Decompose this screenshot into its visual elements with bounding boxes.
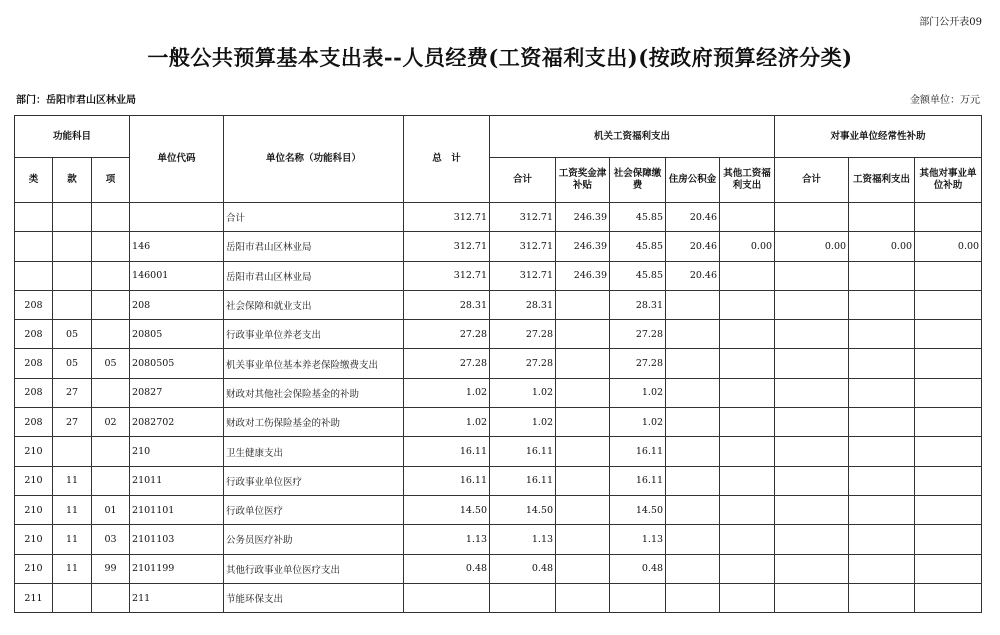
inst-subtotal-cell: 0.00 — [775, 232, 849, 261]
xiang-cell — [92, 583, 130, 612]
unit-name-cell: 机关事业单位基本养老保险缴费支出 — [224, 349, 404, 378]
lei-cell: 210 — [15, 525, 53, 554]
inst-salary-cell — [849, 466, 915, 495]
agency-social-cell: 1.02 — [610, 378, 666, 407]
table-row — [15, 349, 982, 378]
agency-other-cell — [720, 466, 775, 495]
unit-code-cell: 20827 — [130, 378, 224, 407]
inst-other-cell — [915, 554, 982, 583]
page-title: 一般公共预算基本支出表--人员经费(工资福利支出)(按政府预算经济分类) — [147, 45, 853, 70]
kuan-cell: 11 — [53, 466, 92, 495]
inst-other-cell — [915, 437, 982, 466]
agency-salary-header: 工资奖金津补贴 — [556, 158, 610, 203]
unit-name-cell: 其他行政事业单位医疗支出 — [224, 554, 404, 583]
agency-subtotal-cell: 27.28 — [490, 320, 556, 349]
unit-code-cell: 146 — [130, 232, 224, 261]
agency-other-cell — [720, 320, 775, 349]
kuan-cell — [53, 232, 92, 261]
agency-social-cell: 45.85 — [610, 203, 666, 232]
inst-other-header: 其他对事业单位补助 — [915, 158, 982, 203]
agency-social-cell: 0.48 — [610, 554, 666, 583]
lei-cell: 210 — [15, 466, 53, 495]
agency-other-cell — [720, 408, 775, 437]
agency-housing-cell — [666, 378, 720, 407]
kuan-cell — [53, 583, 92, 612]
inst-salary-cell — [849, 495, 915, 524]
unit-code-cell: 2101101 — [130, 495, 224, 524]
lei-cell: 208 — [15, 408, 53, 437]
table-row — [15, 437, 982, 466]
agency-salary-cell — [556, 554, 610, 583]
inst-subtotal-cell — [775, 349, 849, 378]
agency-subtotal-cell: 16.11 — [490, 437, 556, 466]
agency-salary-cell: 246.39 — [556, 261, 610, 290]
unit-code-cell: 146001 — [130, 261, 224, 290]
kuan-cell — [53, 437, 92, 466]
unit-code-cell: 2101199 — [130, 554, 224, 583]
lei-cell: 210 — [15, 495, 53, 524]
agency-salary-cell — [556, 290, 610, 319]
agency-other-cell — [720, 349, 775, 378]
agency-subtotal-cell — [490, 583, 556, 612]
table-row — [15, 466, 982, 495]
agency-subtotal-cell: 1.02 — [490, 408, 556, 437]
table-row — [15, 261, 982, 290]
inst-subtotal-cell — [775, 408, 849, 437]
unit-name-cell: 财政对工伤保险基金的补助 — [224, 408, 404, 437]
inst-salary-cell — [849, 203, 915, 232]
inst-subtotal-cell — [775, 378, 849, 407]
agency-housing-cell — [666, 408, 720, 437]
inst-subtotal-cell — [775, 525, 849, 554]
inst-subtotal-header: 合计 — [775, 158, 849, 203]
inst-other-cell — [915, 408, 982, 437]
agency-welfare-header: 机关工资福利支出 — [490, 116, 775, 158]
unit-code-cell: 208 — [130, 290, 224, 319]
agency-other-cell — [720, 583, 775, 612]
inst-subtotal-cell — [775, 466, 849, 495]
kuan-cell: 05 — [53, 349, 92, 378]
inst-salary-cell — [849, 349, 915, 378]
unit-name-cell: 岳阳市君山区林业局 — [224, 261, 404, 290]
unit-name-cell: 合计 — [224, 203, 404, 232]
kuan-cell — [53, 290, 92, 319]
xiang-cell: 03 — [92, 525, 130, 554]
total-cell: 27.28 — [404, 320, 490, 349]
institution-subsidy-header: 对事业单位经常性补助 — [775, 116, 982, 158]
inst-salary-cell — [849, 320, 915, 349]
inst-other-cell — [915, 349, 982, 378]
table-row — [15, 290, 982, 319]
table-row — [15, 525, 982, 554]
agency-housing-cell — [666, 583, 720, 612]
agency-subtotal-cell: 16.11 — [490, 466, 556, 495]
agency-housing-cell — [666, 554, 720, 583]
unit-code-cell: 211 — [130, 583, 224, 612]
agency-housing-cell — [666, 320, 720, 349]
inst-other-cell — [915, 320, 982, 349]
inst-salary-cell — [849, 408, 915, 437]
inst-subtotal-cell — [775, 495, 849, 524]
unit-name-cell: 公务员医疗补助 — [224, 525, 404, 554]
func-subject-header: 功能科目 — [15, 116, 130, 158]
lei-cell: 208 — [15, 349, 53, 378]
agency-subtotal-cell: 27.28 — [490, 349, 556, 378]
total-cell: 312.71 — [404, 203, 490, 232]
unit-name-cell: 社会保障和就业支出 — [224, 290, 404, 319]
inst-other-cell — [915, 525, 982, 554]
unit-name-cell: 卫生健康支出 — [224, 437, 404, 466]
agency-salary-cell — [556, 349, 610, 378]
table-row — [15, 554, 982, 583]
table-row — [15, 408, 982, 437]
inst-salary-header: 工资福利支出 — [849, 158, 915, 203]
agency-social-cell: 14.50 — [610, 495, 666, 524]
unit-name-cell: 财政对其他社会保险基金的补助 — [224, 378, 404, 407]
xiang-cell: 99 — [92, 554, 130, 583]
kuan-cell: 27 — [53, 378, 92, 407]
inst-salary-cell — [849, 583, 915, 612]
agency-housing-cell: 20.46 — [666, 261, 720, 290]
inst-subtotal-cell — [775, 583, 849, 612]
lei-cell: 208 — [15, 320, 53, 349]
agency-subtotal-cell: 14.50 — [490, 495, 556, 524]
total-cell: 14.50 — [404, 495, 490, 524]
total-cell: 1.13 — [404, 525, 490, 554]
agency-housing-cell — [666, 437, 720, 466]
unit-name-cell: 行政事业单位养老支出 — [224, 320, 404, 349]
kuan-header: 款 — [53, 158, 92, 203]
inst-other-cell — [915, 583, 982, 612]
agency-subtotal-cell: 312.71 — [490, 232, 556, 261]
agency-housing-cell: 20.46 — [666, 232, 720, 261]
agency-salary-cell: 246.39 — [556, 203, 610, 232]
lei-cell: 210 — [15, 437, 53, 466]
inst-subtotal-cell — [775, 290, 849, 319]
inst-subtotal-cell — [775, 261, 849, 290]
table-row — [15, 320, 982, 349]
table-row — [15, 583, 982, 612]
kuan-cell: 27 — [53, 408, 92, 437]
xiang-cell — [92, 203, 130, 232]
agency-housing-cell: 20.46 — [666, 203, 720, 232]
unit-code-header: 单位代码 — [130, 116, 224, 203]
lei-cell — [15, 261, 53, 290]
xiang-cell: 01 — [92, 495, 130, 524]
xiang-cell — [92, 378, 130, 407]
unit-name-cell: 岳阳市君山区林业局 — [224, 232, 404, 261]
inst-other-cell — [915, 378, 982, 407]
kuan-cell: 05 — [53, 320, 92, 349]
agency-other-cell — [720, 203, 775, 232]
inst-subtotal-cell — [775, 437, 849, 466]
inst-subtotal-cell — [775, 320, 849, 349]
kuan-cell: 11 — [53, 495, 92, 524]
inst-other-cell — [915, 203, 982, 232]
agency-other-cell: 0.00 — [720, 232, 775, 261]
total-cell: 27.28 — [404, 349, 490, 378]
total-header: 总 计 — [404, 116, 490, 203]
form-number: 部门公开表09 — [919, 17, 982, 28]
kuan-cell — [53, 203, 92, 232]
agency-housing-cell — [666, 525, 720, 554]
agency-social-cell: 28.31 — [610, 290, 666, 319]
agency-other-cell — [720, 554, 775, 583]
lei-cell — [15, 203, 53, 232]
table-row — [15, 232, 982, 261]
unit-name-header: 单位名称（功能科目） — [224, 116, 404, 203]
agency-social-cell — [610, 583, 666, 612]
agency-salary-cell — [556, 466, 610, 495]
kuan-cell: 11 — [53, 525, 92, 554]
agency-salary-cell — [556, 525, 610, 554]
agency-social-cell: 45.85 — [610, 261, 666, 290]
unit-name-cell: 行政事业单位医疗 — [224, 466, 404, 495]
agency-social-header: 社会保障缴费 — [610, 158, 666, 203]
agency-social-cell: 27.28 — [610, 320, 666, 349]
lei-header: 类 — [15, 158, 53, 203]
agency-subtotal-cell: 1.02 — [490, 378, 556, 407]
agency-other-cell — [720, 290, 775, 319]
agency-housing-cell — [666, 349, 720, 378]
inst-salary-cell — [849, 290, 915, 319]
agency-subtotal-cell: 312.71 — [490, 203, 556, 232]
unit-code-cell: 210 — [130, 437, 224, 466]
xiang-cell — [92, 466, 130, 495]
inst-subtotal-cell — [775, 203, 849, 232]
total-cell: 16.11 — [404, 437, 490, 466]
inst-other-cell: 0.00 — [915, 232, 982, 261]
kuan-cell: 11 — [53, 554, 92, 583]
agency-social-cell: 45.85 — [610, 232, 666, 261]
agency-salary-cell — [556, 378, 610, 407]
inst-salary-cell — [849, 437, 915, 466]
agency-other-cell — [720, 525, 775, 554]
agency-social-cell: 16.11 — [610, 437, 666, 466]
xiang-cell — [92, 437, 130, 466]
inst-salary-cell — [849, 261, 915, 290]
agency-subtotal-cell: 28.31 — [490, 290, 556, 319]
agency-other-header: 其他工资福利支出 — [720, 158, 775, 203]
xiang-cell — [92, 320, 130, 349]
agency-other-cell — [720, 437, 775, 466]
xiang-cell — [92, 232, 130, 261]
agency-social-cell: 1.13 — [610, 525, 666, 554]
agency-subtotal-cell: 312.71 — [490, 261, 556, 290]
agency-social-cell: 27.28 — [610, 349, 666, 378]
table-body — [15, 203, 982, 613]
agency-salary-cell — [556, 437, 610, 466]
inst-other-cell — [915, 495, 982, 524]
agency-salary-cell: 246.39 — [556, 232, 610, 261]
agency-housing-cell — [666, 466, 720, 495]
lei-cell: 211 — [15, 583, 53, 612]
agency-subtotal-header: 合计 — [490, 158, 556, 203]
agency-subtotal-cell: 0.48 — [490, 554, 556, 583]
table-row — [15, 203, 982, 232]
inst-other-cell — [915, 261, 982, 290]
agency-other-cell — [720, 378, 775, 407]
lei-cell: 208 — [15, 378, 53, 407]
agency-salary-cell — [556, 495, 610, 524]
total-cell: 0.48 — [404, 554, 490, 583]
total-cell: 28.31 — [404, 290, 490, 319]
xiang-cell — [92, 290, 130, 319]
table-row — [15, 378, 982, 407]
unit-code-cell: 20805 — [130, 320, 224, 349]
agency-salary-cell — [556, 320, 610, 349]
kuan-cell — [53, 261, 92, 290]
inst-other-cell — [915, 466, 982, 495]
agency-housing-cell — [666, 495, 720, 524]
inst-salary-cell — [849, 525, 915, 554]
total-cell: 16.11 — [404, 466, 490, 495]
total-cell: 312.71 — [404, 261, 490, 290]
xiang-cell: 05 — [92, 349, 130, 378]
header-row-1 — [15, 116, 982, 158]
unit-name-cell: 行政单位医疗 — [224, 495, 404, 524]
agency-housing-cell — [666, 290, 720, 319]
amount-unit-label: 金额单位：万元 — [910, 95, 980, 106]
lei-cell: 208 — [15, 290, 53, 319]
total-cell — [404, 583, 490, 612]
agency-salary-cell — [556, 408, 610, 437]
lei-cell: 210 — [15, 554, 53, 583]
inst-other-cell — [915, 290, 982, 319]
agency-salary-cell — [556, 583, 610, 612]
total-cell: 1.02 — [404, 408, 490, 437]
xiang-header: 项 — [92, 158, 130, 203]
agency-social-cell: 16.11 — [610, 466, 666, 495]
inst-subtotal-cell — [775, 554, 849, 583]
unit-code-cell — [130, 203, 224, 232]
total-cell: 312.71 — [404, 232, 490, 261]
table-row — [15, 495, 982, 524]
department-label: 部门：岳阳市君山区林业局 — [16, 95, 136, 106]
budget-table — [14, 115, 982, 613]
inst-salary-cell — [849, 378, 915, 407]
inst-salary-cell: 0.00 — [849, 232, 915, 261]
xiang-cell: 02 — [92, 408, 130, 437]
xiang-cell — [92, 261, 130, 290]
unit-code-cell: 2080505 — [130, 349, 224, 378]
agency-subtotal-cell: 1.13 — [490, 525, 556, 554]
unit-name-cell: 节能环保支出 — [224, 583, 404, 612]
agency-housing-header: 住房公积金 — [666, 158, 720, 203]
agency-other-cell — [720, 261, 775, 290]
unit-code-cell: 2082702 — [130, 408, 224, 437]
lei-cell — [15, 232, 53, 261]
total-cell: 1.02 — [404, 378, 490, 407]
inst-salary-cell — [849, 554, 915, 583]
unit-code-cell: 2101103 — [130, 525, 224, 554]
agency-other-cell — [720, 495, 775, 524]
unit-code-cell: 21011 — [130, 466, 224, 495]
agency-social-cell: 1.02 — [610, 408, 666, 437]
